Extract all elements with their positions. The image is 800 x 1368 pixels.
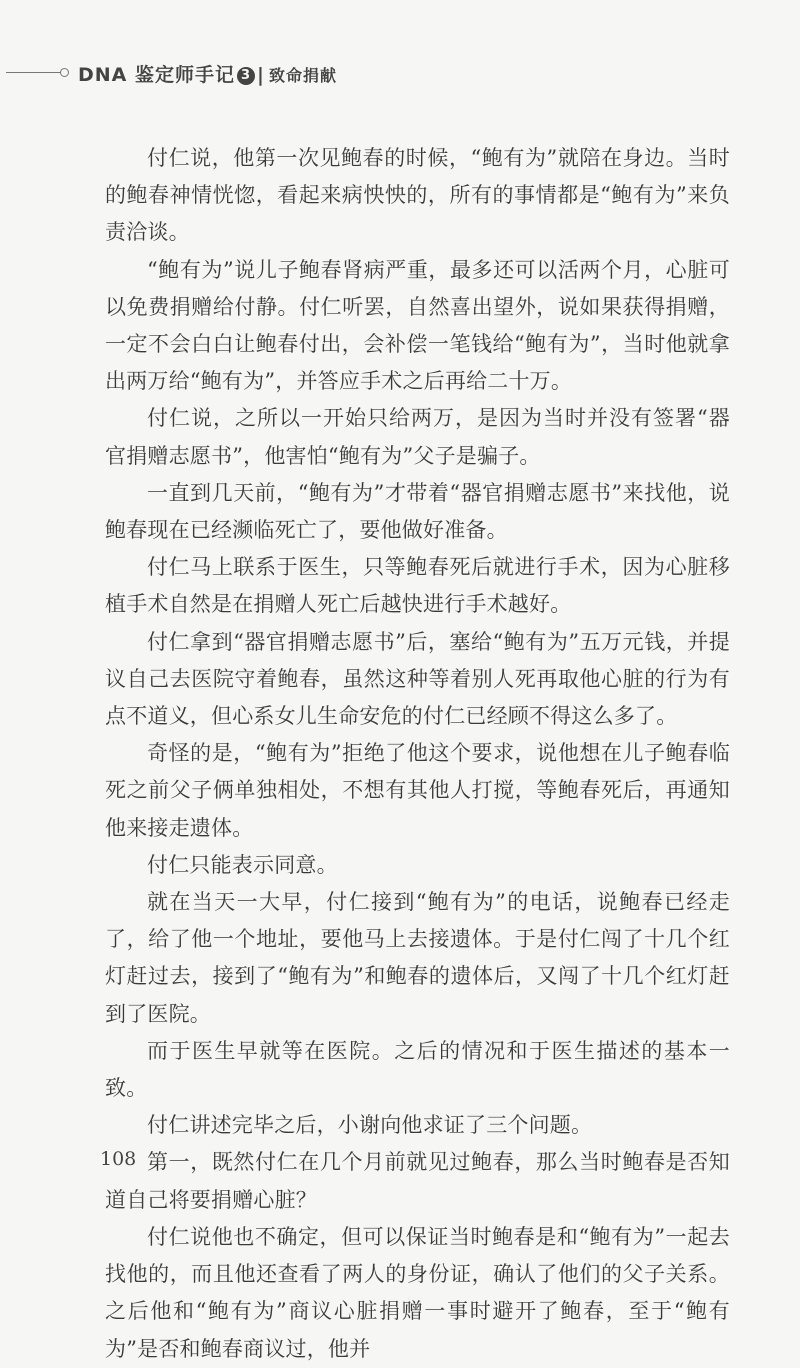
paragraph: 付仁马上联系于医生，只等鲍春死后就进行手术，因为心脏移植手术自然是在捐赠人死亡后越快进行手术越好。 [105, 555, 730, 617]
header-circle-ornament [60, 68, 69, 77]
volume-badge: 3 [237, 67, 255, 85]
book-title: DNA 鉴定师手记 [78, 64, 235, 86]
paragraph: 就在当天一大早，付仁接到“鲍有为”的电话，说鲍春已经走了，给了他一个地址，要他马上去接遗体。于是付仁闯了十几个红灯赶过去，接到了“鲍有为”和鲍春的遗体后，又闯了十几个红灯赶到了医院。 [105, 890, 730, 1026]
paragraph: 付仁拿到“器官捐赠志愿书”后，塞给“鲍有为”五万元钱，并提议自己去医院守着鲍春，虽然这种等着别人死再取他心脏的行为有点不道义，但心系女儿生命安危的付仁已经顾不得这么多了。 [105, 629, 730, 729]
book-subtitle: 致命捐献 [268, 66, 337, 85]
paragraph: “鲍有为”说儿子鲍春肾病严重，最多还可以活两个月，心脏可以免费捐赠给付静。付仁听罢，自然喜出望外，说如果获得捐赠，一定不会白白让鲍春付出，会补偿一笔钱给“鲍有为”，当时他就拿出两万给“鲍有为”，并答应手术之后再给二十万。 [105, 257, 730, 394]
paragraph: 付仁说他也不确定，但可以保证当时鲍春是和“鲍有为”一起去找他的，而且他还查看了两人的身份证，确认了他们的父子关系。之后他和“鲍有为”商议心脏捐赠一事时避开了鲍春，至于“鲍有为”是否和鲍春商议过，他并 [105, 1224, 730, 1361]
paragraph: 付仁说，他第一次见鲍春的时候，“鲍有为”就陪在身边。当时的鲍春神情恍惚，看起来病怏怏的，所有的事情都是“鲍有为”来负责洽谈。 [105, 146, 730, 245]
paragraph: 第一，既然付仁在几个月前就见过鲍春，那么当时鲍春是否知道自己将要捐赠心脏？ [105, 1150, 730, 1212]
paragraph: 奇怪的是，“鲍有为”拒绝了他这个要求，说他想在儿子鲍春临死之前父子俩单独相处，不想有其他人打搅，等鲍春死后，再通知他来接走遗体。 [105, 741, 730, 840]
paragraph: 付仁只能表示同意。 [147, 852, 338, 877]
page-number: 108 [100, 1148, 137, 1170]
paragraph: 付仁说，之所以一开始只给两万，是因为当时并没有签署“器官捐赠志愿书”，他害怕“鲍有为”父子是骗子。 [105, 406, 730, 468]
paragraph: 而于医生早就等在医院。之后的情况和于医生描述的基本一致。 [105, 1038, 730, 1101]
header-title-group [78, 60, 337, 87]
body-text [105, 140, 730, 1368]
header-separator: | [257, 64, 265, 86]
paragraph: 一直到几天前，“鲍有为”才带着“器官捐赠志愿书”来找他，说鲍春现在已经濒临死亡了，要他做好准备。 [105, 480, 730, 543]
header-rule [6, 72, 62, 73]
running-header [0, 58, 800, 88]
paragraph: 付仁讲述完毕之后，小谢向他求证了三个问题。 [147, 1113, 593, 1138]
